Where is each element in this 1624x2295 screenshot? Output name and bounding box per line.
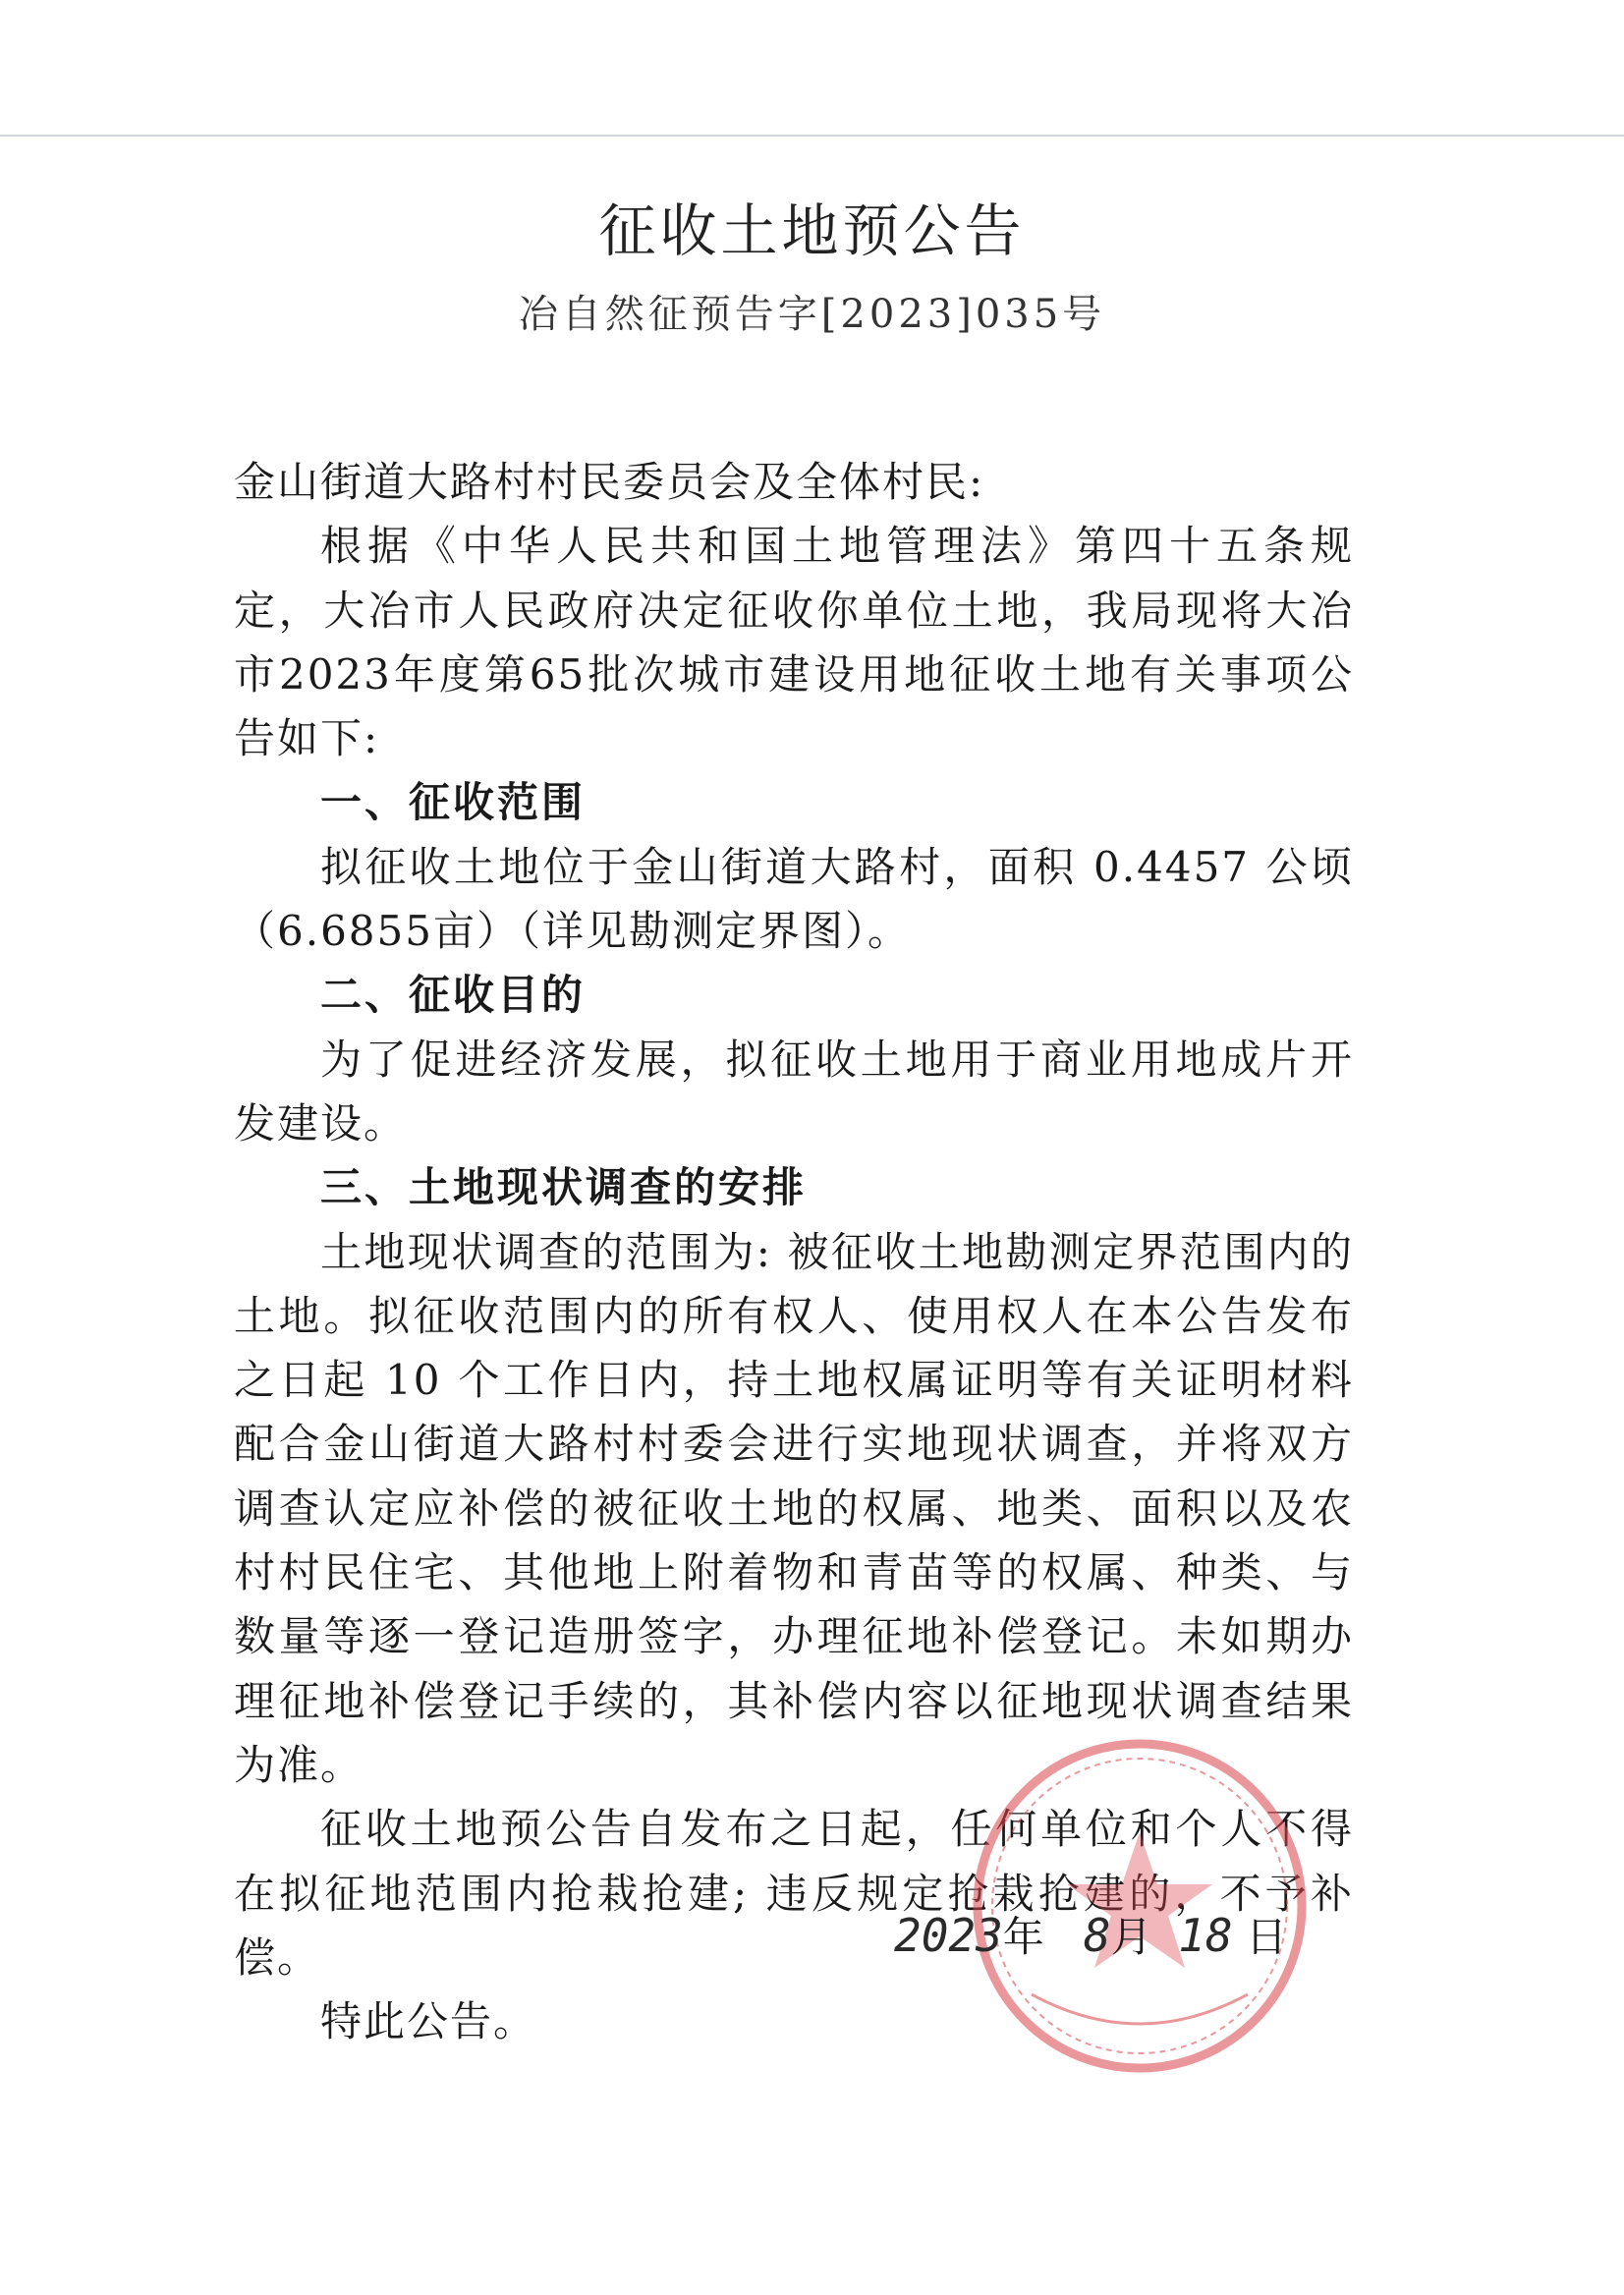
date-month: 8 — [1083, 1909, 1111, 1962]
page-top-rule — [0, 135, 1624, 137]
date-day-unit: 日 — [1246, 1913, 1288, 1961]
intro-paragraph: 根据《中华人民共和国土地管理法》第四十五条规定，大冶市人民政府决定征收你单位土地，我局现将大冶市2023年度第65批次城市建设用地征收土地有关事项公告如下: — [234, 522, 1354, 763]
section-2-paragraph: 为了促进经济发展，拟征收土地用于商业用地成片开发建设。 — [234, 1035, 1354, 1148]
date-year: 2023 — [894, 1909, 1003, 1962]
section-1-paragraph: 拟征收土地位于金山街道大路村，面积 0.4457 公顷（6.6855亩）（详见勘测定界图）。 — [234, 842, 1354, 956]
document-number: 冶自然征预告字[2023]035号 — [518, 292, 1106, 337]
date-day: 18 — [1178, 1909, 1233, 1962]
sign-off: 特此公告。 — [320, 1997, 537, 2046]
section-3-heading: 三、土地现状调查的安排 — [320, 1163, 808, 1212]
date-year-unit: 年 — [1002, 1913, 1044, 1961]
section-1-heading: 一、征收范围 — [320, 778, 587, 827]
issue-date — [894, 1906, 1287, 1967]
section-3-paragraph: 土地现状调查的范围为: 被征收土地勘测定界范围内的土地。拟征收范围内的所有权人、使用权人在本公告发布之日起 10 个工作日内，持土地权属证明等有关证明材料配合金山街道大路村村委会进行实地现状调查，并将双方调查认定应补偿的被征收土地的权属、地类、面积以及农村村民住宅、其他地上附着物和青苗等的权属、种类、与数量等逐一登记造册签字，办理征地补偿登记。未如期办理征地补偿登记手续的，其补偿内容以征地现状调查结果为准。 — [234, 1227, 1354, 1789]
recipient-line: 金山街道大路村村民委员会及全体村民: — [234, 458, 985, 506]
document-title: 征收土地预公告 — [598, 197, 1026, 264]
closing-paragraph: 征收土地预公告自发布之日起，任何单位和个人不得在拟征地范围内抢栽抢建; 违反规定抢栽抢建的，不予补偿。 — [234, 1805, 1354, 1982]
date-month-unit: 月 — [1110, 1913, 1152, 1961]
section-2-heading: 二、征收目的 — [320, 971, 587, 1020]
